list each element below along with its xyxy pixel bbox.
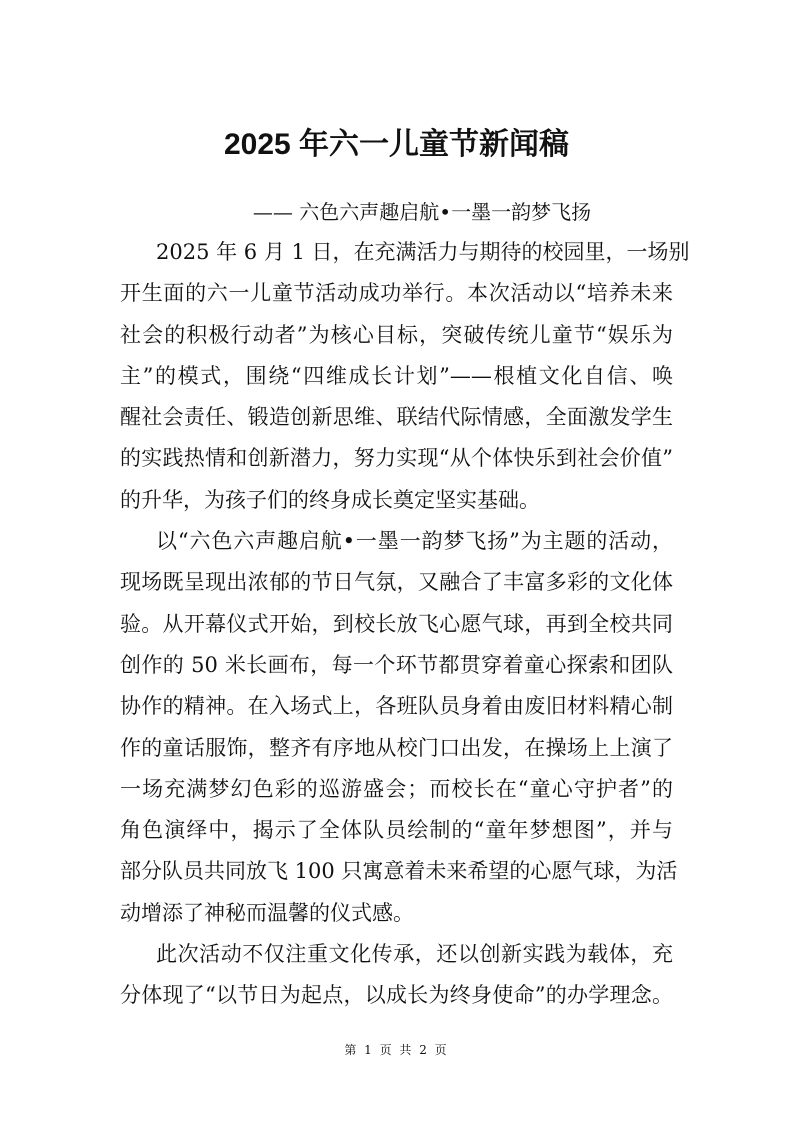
paragraph-line: 分体现了“以节日为起点，以成长为终身使命”的办学理念。: [120, 983, 673, 1008]
paragraph: [120, 934, 673, 1017]
paragraph-line: 作的童话服饰，整齐有序地从校门口出发，在操场上上演了: [120, 735, 673, 760]
paragraph-line: 主”的模式，围绕“四维成长计划”——根植文化自信、唤: [120, 363, 673, 388]
paragraph-line: 社会的积极行动者”为核心目标，突破传统儿童节“娱乐为: [120, 322, 673, 347]
paragraph-line: 动增添了神秘而温馨的仪式感。: [120, 900, 414, 925]
paragraph-line: 现场既呈现出浓郁的节日气氛，又融合了丰富多彩的文化体: [120, 570, 673, 595]
paragraph: [120, 232, 690, 521]
document-subtitle: —— 六色六声趣启航•一墨一韵梦飞扬: [252, 200, 592, 224]
paragraph-line: 的升华，为孩子们的终身成长奠定坚实基础。: [120, 487, 540, 512]
document-body: [120, 232, 690, 1017]
paragraph: [120, 521, 678, 934]
document-title: 2025 年六一儿童节新闻稿: [223, 128, 570, 161]
paragraph-line: 此次活动不仅注重文化传承，还以创新实践为载体，充: [156, 942, 673, 967]
paragraph-line: 以“六色六声趣启航•一墨一韵梦飞扬”为主题的活动，: [156, 529, 673, 554]
paragraph-line: 验。从开幕仪式开始，到校长放飞心愿气球，再到全校共同: [120, 611, 673, 636]
page-number: 第 1 页 共 2 页: [344, 1043, 449, 1057]
paragraph-line: 醒社会责任、锻造创新思维、联结代际情感，全面激发学生: [120, 405, 673, 430]
paragraph-line: 开生面的六一儿童节活动成功举行。本次活动以“培养未来: [120, 281, 673, 306]
paragraph-line: 部分队员共同放飞 100 只寓意着未来希望的心愿气球，为活: [120, 859, 678, 884]
paragraph-line: 创作的 50 米长画布，每一个环节都贯穿着童心探索和团队: [120, 652, 673, 677]
paragraph-line: 2025 年 6 月 1 日，在充满活力与期待的校园里，一场别: [156, 240, 690, 264]
paragraph-line: 协作的精神。在入场式上，各班队员身着由废旧材料精心制: [120, 694, 673, 719]
paragraph-line: 角色演绎中，揭示了全体队员绘制的“童年梦想图”，并与: [120, 818, 673, 843]
paragraph-line: 的实践热情和创新潜力，努力实现“从个体快乐到社会价值”: [120, 446, 673, 471]
paragraph-line: 一场充满梦幻色彩的巡游盛会；而校长在“童心守护者”的: [120, 776, 673, 801]
